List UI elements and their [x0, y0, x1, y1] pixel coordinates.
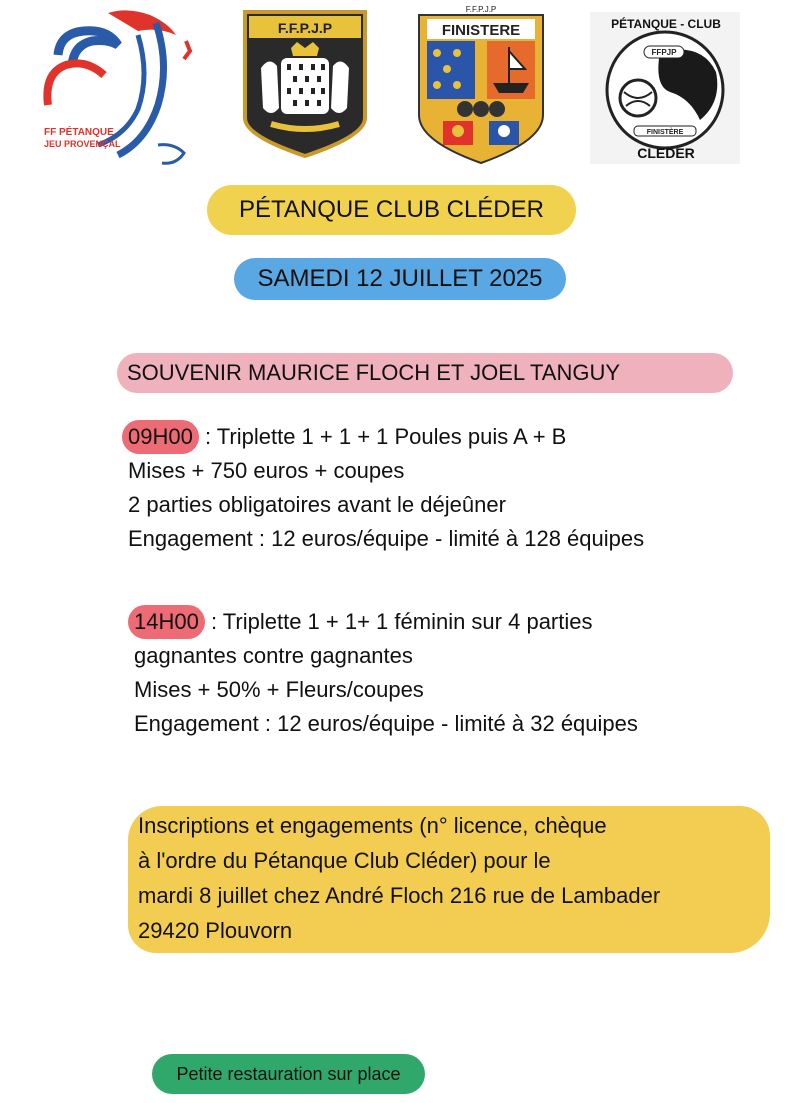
morning-event [128, 420, 644, 556]
ffpjp-rooster-logo [38, 5, 198, 170]
morning-desc: : Triplette 1 + 1 + 1 Poules puis A + B [198, 424, 567, 449]
club-logo-bottom: CLEDER [637, 145, 695, 161]
morning-line-4: Engagement : 12 euros/équipe - limité à 128 équipes [128, 526, 645, 551]
inscriptions-box [128, 806, 770, 953]
ffpjp-shield-logo [241, 8, 369, 160]
finistere-logo-top: F.F.P.J.P [465, 5, 497, 14]
event-date: SAMEDI 12 JUILLET 2025 [234, 258, 566, 300]
rooster-logo-text-2: JEU PROVENÇAL [44, 139, 121, 149]
afternoon-event [134, 605, 638, 741]
afternoon-line-1 [134, 605, 638, 639]
club-cleder-logo [590, 12, 740, 164]
club-logo-band: FINISTÈRE [646, 129, 684, 136]
shield-logo-text: F.F.P.J.P [277, 20, 333, 36]
afternoon-line-4: Engagement : 12 euros/équipe - limité à 32 équipes [134, 711, 638, 736]
inscriptions-line-1: Inscriptions et engagements (n° licence, chèque [138, 813, 607, 838]
finistere-shield-logo [413, 3, 549, 167]
morning-line-3: 2 parties obligatoires avant le déjeûner [128, 492, 506, 517]
inscriptions-line-2: à l'ordre du Pétanque Club Cléder) pour le [138, 848, 551, 873]
souvenir-heading: SOUVENIR MAURICE FLOCH ET JOEL TANGUY [117, 353, 733, 393]
rooster-logo-text-1: FF PÉTANQUE [44, 127, 114, 138]
morning-line-2: Mises + 750 euros + coupes [128, 458, 405, 483]
club-title: PÉTANQUE CLUB CLÉDER [207, 185, 576, 235]
inscriptions-line-4: 29420 Plouvorn [138, 918, 293, 943]
morning-time: 09H00 [122, 420, 199, 454]
restauration-badge: Petite restauration sur place [152, 1054, 425, 1094]
club-logo-top: PÉTANQUE - CLUB [611, 17, 721, 31]
afternoon-time: 14H00 [128, 605, 205, 639]
afternoon-line-3: Mises + 50% + Fleurs/coupes [134, 677, 424, 702]
afternoon-desc: : Triplette 1 + 1+ 1 féminin sur 4 parties [204, 609, 593, 634]
afternoon-line-2: gagnantes contre gagnantes [134, 643, 413, 668]
morning-line-1 [128, 420, 644, 454]
finistere-logo-text: FINISTERE [441, 22, 521, 39]
inscriptions-line-3: mardi 8 juillet chez André Floch 216 rue de Lambader [138, 883, 661, 908]
club-logo-inner: FFPJP [651, 48, 677, 57]
